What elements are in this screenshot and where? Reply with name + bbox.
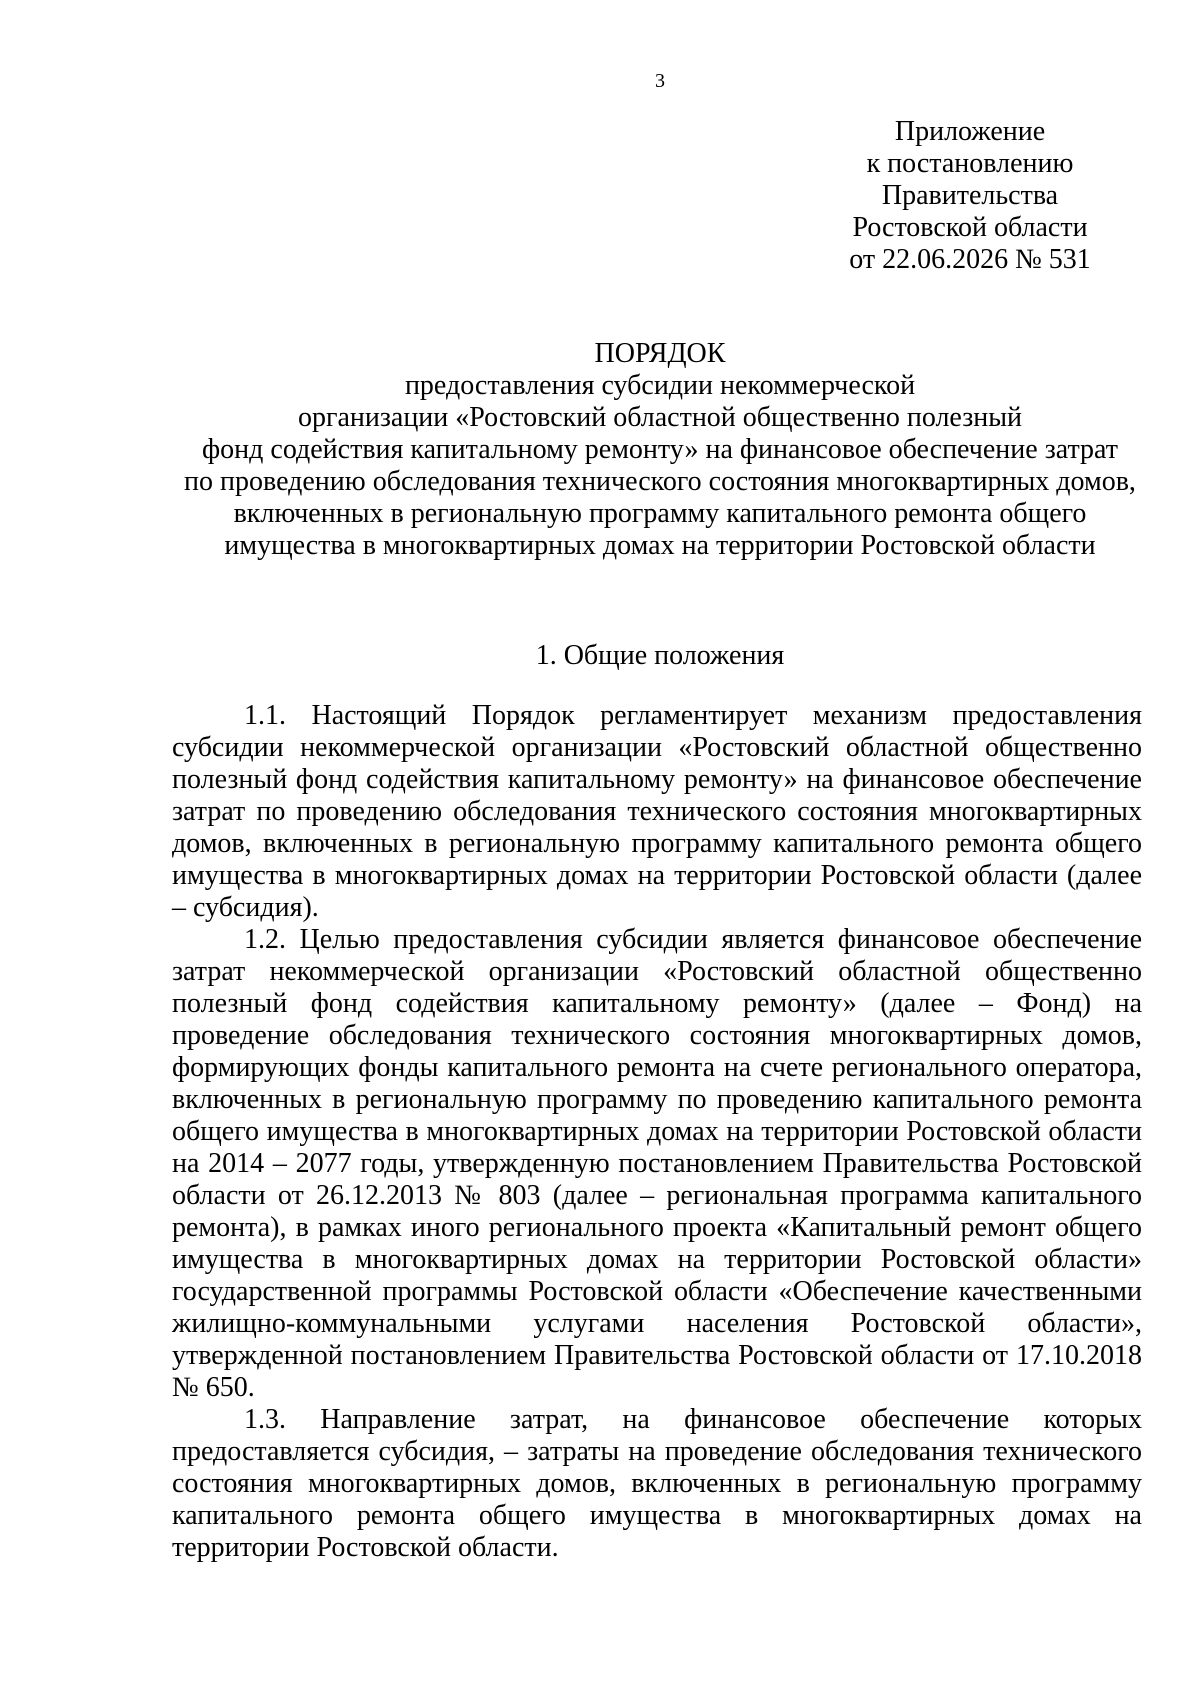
appendix-line: Приложение <box>894 116 1046 147</box>
document-subtitle-line: по проведению обследования технического состояния многоквартирных домов, <box>184 466 1136 497</box>
paragraph-1-2: 1.2. Целью предоставления субсидии является финансовое обеспечение затрат некоммерческой организации «Ростовский областной общественно полезный фонд содействия капитальному ремонту» (далее – Фонд) на проведение обследования технического состояния многоквартирных домов, формирующих фонды капитального ремонта на счете регионального оператора, включенных в региональную программу по проведению капитального ремонта общего имущества в многоквартирных домах на территории Ростовской области на 2014 – 2077 годы, утвержденную постановлением Правительства Ростовской области от 26.12.2013 № 803 (далее – региональная программа капитального ремонта), в рамках иного регионального проекта «Капитальный ремонт общего имущества в многоквартирных домах на территории Ростовской области» государственной программы Ростовской области «Обеспечение качественными жилищно-коммунальными услугами населения Ростовской области», утвержденной постановлением Правительства Ростовской области от 17.10.2018 № 650. <box>172 924 1142 1403</box>
document-title: ПОРЯДОК <box>594 338 726 369</box>
appendix-line: Правительства <box>881 180 1059 211</box>
document-subtitle-line: фонд содействия капитальному ремонту» на финансовое обеспечение затрат <box>202 434 1118 465</box>
page-number: 3 <box>655 70 665 92</box>
document-subtitle-line: имущества в многоквартирных домах на территории Ростовской области <box>224 530 1096 561</box>
appendix-line: Ростовской области <box>852 212 1088 243</box>
section-body <box>172 700 1142 1564</box>
appendix-block <box>820 116 1120 276</box>
document-subtitle-line: организации «Ростовский областной общественно полезный <box>297 402 1023 433</box>
paragraph-1-1: 1.1. Настоящий Порядок регламентирует механизм предоставления субсидии некоммерческой организации «Ростовский областной общественно полезный фонд содействия капитальному ремонту» на финансовое обеспечение затрат по проведению обследования технического состояния многоквартирных домов, включенных в региональную программу капитального ремонта общего имущества в многоквартирных домах на территории Ростовской области (далее – субсидия). <box>172 700 1142 923</box>
appendix-line: от 22.06.2026 № 531 <box>849 244 1091 275</box>
document-title-block <box>150 338 1170 562</box>
paragraph-1-3: 1.3. Направление затрат, на финансовое обеспечение которых предоставляется субсидия, – затраты на проведение обследования технического состояния многоквартирных домов, включенных в региональную программу капитального ремонта общего имущества в многоквартирных домах на территории Ростовской области. <box>172 1404 1142 1563</box>
appendix-line: к постановлению <box>866 148 1074 179</box>
section-heading: 1. Общие положения <box>535 640 785 671</box>
document-subtitle-line: предоставления субсидии некоммерческой <box>404 370 916 401</box>
document-subtitle-line: включенных в региональную программу капитального ремонта общего <box>233 498 1087 529</box>
